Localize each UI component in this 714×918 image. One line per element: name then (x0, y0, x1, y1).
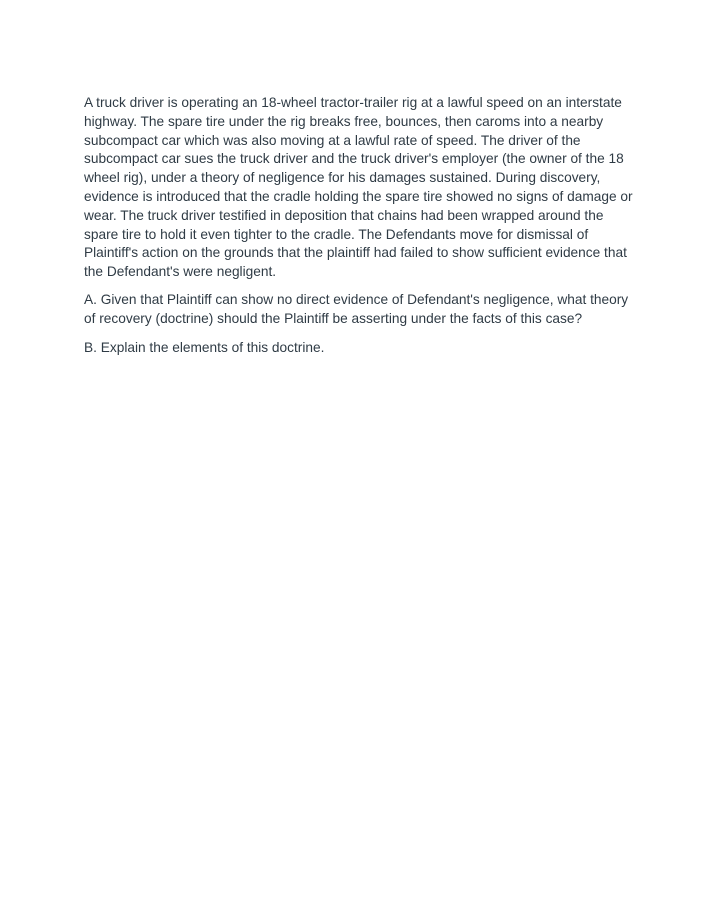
question-a-paragraph: A. Given that Plaintiff can show no direct evidence of Defendant's negligence, what theory of recovery (doctrine) should the Plaintiff be asserting under the facts of this case? (84, 292, 629, 327)
document-body (84, 94, 636, 367)
question-b-paragraph: B. Explain the elements of this doctrine. (84, 339, 325, 355)
fact-pattern-paragraph: A truck driver is operating an 18-wheel tractor-trailer rig at a lawful speed on an interstate highway. The spare tire under the rig breaks free, bounces, then caroms into a nearby subcompact car which was also moving at a lawful rate of speed. The driver of the subcompact car sues the truck driver and the truck driver's employer (the owner of the 18 wheel rig), under a theory of negligence for his damages sustained. During discovery, evidence is introduced that the cradle holding the spare tire showed no signs of damage or wear. The truck driver testified in deposition that chains had been wrapped around the spare tire to hold it even tighter to the cradle. The Defendants move for dismissal of Plaintiff's action on the grounds that the plaintiff had failed to show sufficient evidence that the Defendant's were negligent. (84, 95, 633, 280)
